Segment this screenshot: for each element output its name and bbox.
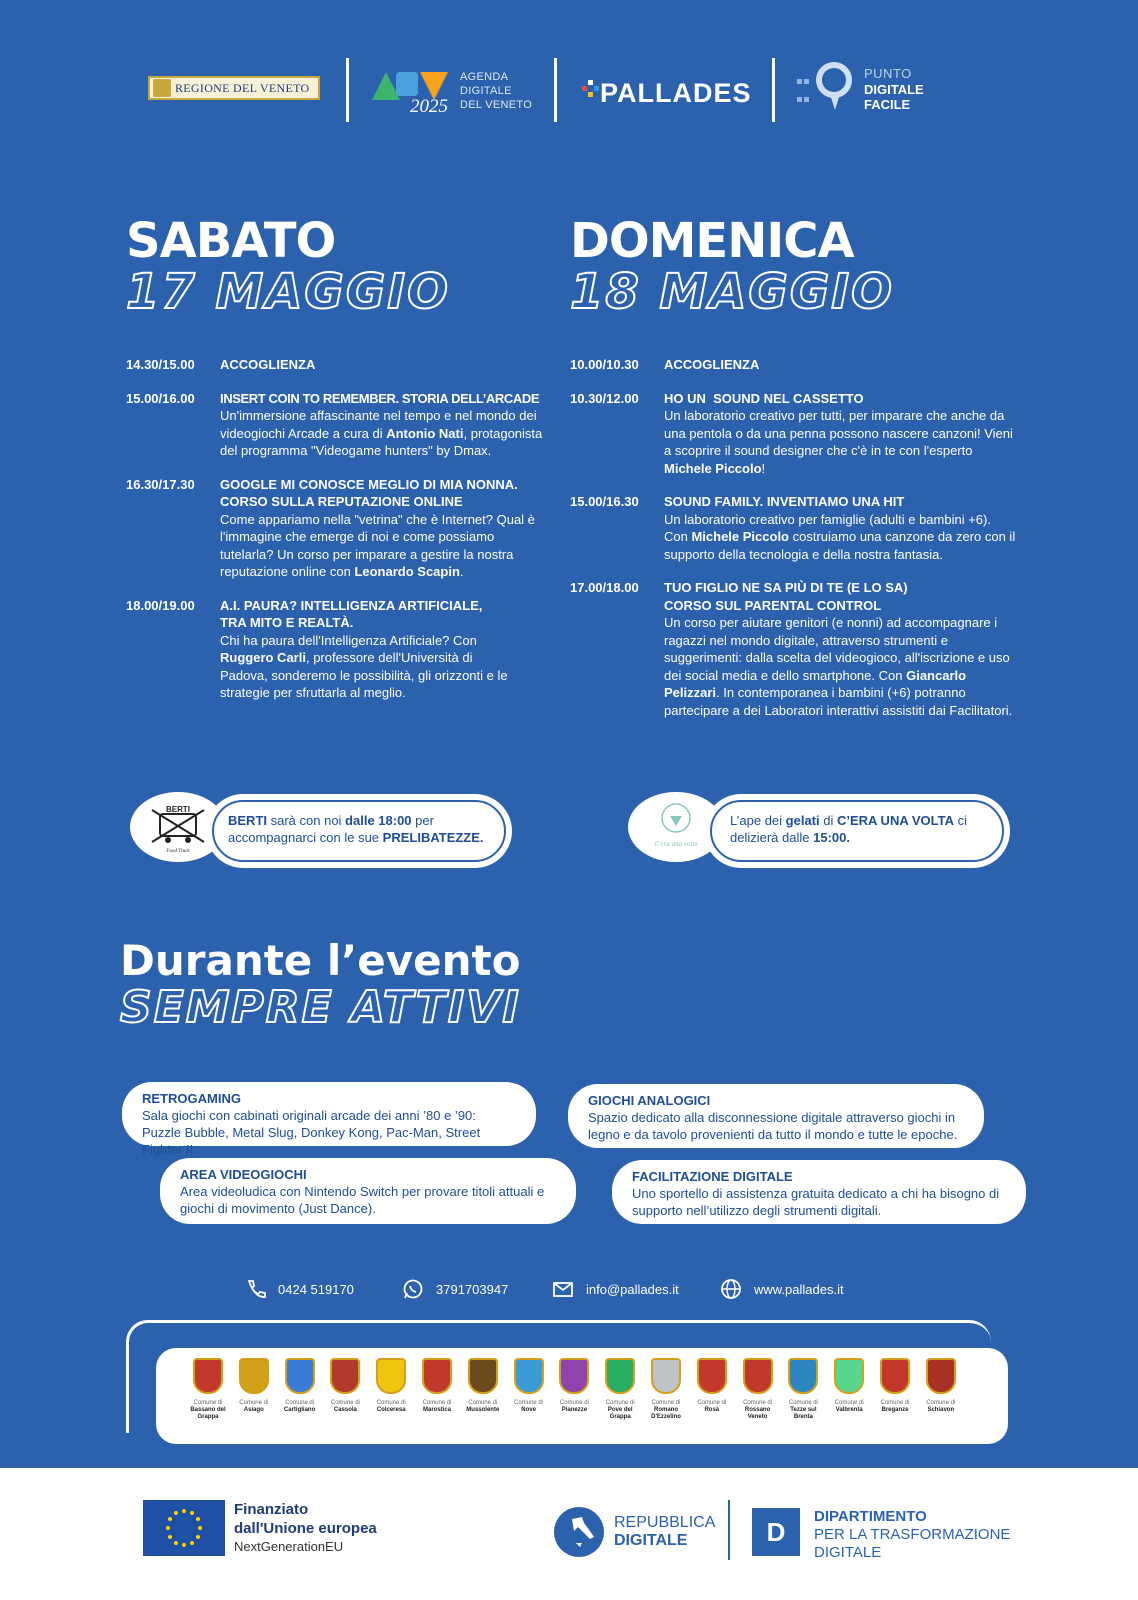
regione-veneto-logo xyxy=(148,76,320,100)
coat-of-arms-icon xyxy=(376,1358,406,1394)
activity-title: FACILITAZIONE DIGITALE xyxy=(632,1169,793,1184)
divider xyxy=(772,58,775,122)
comune-item xyxy=(278,1358,322,1414)
desc-text: . xyxy=(459,564,464,579)
dp-line1: DIPARTIMENTO xyxy=(814,1508,927,1525)
schedule-item xyxy=(126,390,546,460)
adv-text-line: DIGITALE xyxy=(460,85,512,97)
digitale-facile-text xyxy=(864,82,924,112)
comune-item xyxy=(415,1358,459,1414)
schedule-item xyxy=(570,579,1020,719)
item-time: 10.30/12.00 xyxy=(570,390,639,406)
text: L’ape dei xyxy=(730,813,786,828)
activity-desc: Uno sportello di assistenza gratuita dedicato a chi ha bisogno di supporto nell’utilizzo degli strumenti digitali. xyxy=(632,1186,1000,1218)
comune-item xyxy=(781,1358,825,1421)
comune-item xyxy=(186,1358,230,1421)
activity-facilitazione-digitale xyxy=(612,1160,1026,1224)
eu-flag-icon xyxy=(143,1500,225,1556)
item-time: 15.00/16.30 xyxy=(570,494,639,509)
comuni-strip xyxy=(156,1348,1008,1444)
item-description xyxy=(664,614,1016,719)
coat-of-arms-icon xyxy=(788,1358,818,1394)
coat-of-arms-icon xyxy=(285,1358,315,1394)
berti-logo-text: BERTI xyxy=(166,805,190,814)
comune-caption: Comune di xyxy=(605,1400,635,1406)
activity-area-videogiochi xyxy=(160,1158,576,1224)
comune-item xyxy=(323,1358,367,1414)
punto-text: PUNTO xyxy=(864,66,912,81)
comune-name: Cartigliano xyxy=(283,1407,316,1413)
whatsapp-number: 3791703947 xyxy=(436,1281,509,1297)
comune-caption: Comune di xyxy=(651,1400,681,1406)
activity-title: GIOCHI ANALOGICI xyxy=(588,1093,711,1108)
comune-item xyxy=(232,1358,276,1414)
speaker-name: Leonardo Scapin xyxy=(354,564,460,579)
schedule-item xyxy=(570,390,1020,478)
coat-of-arms-icon xyxy=(330,1358,360,1394)
sunday-schedule xyxy=(570,356,1020,735)
comune-name: Breganze xyxy=(881,1407,909,1413)
schedule-item xyxy=(126,356,546,374)
comune-name: Valbrenta xyxy=(835,1407,863,1413)
item-description xyxy=(664,511,1016,564)
dp-line2: PER LA TRASFORMAZIONE xyxy=(814,1526,1011,1543)
phone-number: 0424 519170 xyxy=(278,1281,354,1297)
item-time: 14.30/15.00 xyxy=(126,357,195,372)
gelati-text xyxy=(710,800,1004,862)
comune-item xyxy=(598,1358,642,1421)
berti-text xyxy=(212,800,506,862)
pallades-pixel-icon xyxy=(582,78,600,100)
comune-caption: Comune di xyxy=(834,1400,864,1406)
facile-text: FACILE xyxy=(864,97,911,112)
comune-caption: Comune di xyxy=(514,1400,544,1406)
comune-name: Cassola xyxy=(333,1407,357,1413)
item-time: 15.00/16.00 xyxy=(126,390,195,406)
speaker-name: Michele Piccolo xyxy=(691,529,790,544)
repubblica-digitale-text xyxy=(614,1514,715,1550)
comune-name: Bassano del Grappa xyxy=(190,1407,226,1420)
coat-of-arms-icon xyxy=(193,1358,223,1394)
comune-item xyxy=(736,1358,780,1421)
mail-icon xyxy=(552,1278,574,1300)
item-title: SOUND FAMILY. INVENTIAMO UNA HIT xyxy=(664,494,905,509)
comune-name: Tezze sul Brenta xyxy=(790,1407,817,1420)
schedule-item xyxy=(126,597,546,702)
adv-text xyxy=(460,70,532,112)
globe-icon xyxy=(720,1278,742,1300)
coat-of-arms-icon xyxy=(743,1358,773,1394)
comune-name: Pove del Grappa xyxy=(607,1407,633,1420)
item-description xyxy=(220,511,546,581)
sunday-date: 18 MAGGIO xyxy=(570,264,894,320)
phone-icon xyxy=(244,1278,266,1300)
activity-desc: Sala giochi con cabinati originali arcade dei anni ’80 e ’90: Puzzle Bubble, Metal Slug, Donkey Kong, Pac-Man, Street Fighter II. xyxy=(142,1108,481,1157)
activity-title: AREA VIDEOGIOCHI xyxy=(180,1167,307,1182)
sunday-day: DOMENICA xyxy=(570,213,854,269)
desc-text: , professore dell'Università di Padova, sonderemo le possibilità, gli orizzonti e le strategie per sfruttarla al meglio. xyxy=(220,650,508,700)
punto-digitale-facile-logo xyxy=(796,62,966,118)
schedule-item xyxy=(570,356,1020,374)
coat-of-arms-icon xyxy=(514,1358,544,1394)
durante-line2: SEMPRE ATTIVI xyxy=(120,982,521,1033)
item-title: HO UN SOUND NEL CASSETTO xyxy=(664,390,864,406)
veneto-crest-icon xyxy=(153,79,171,97)
cera-una-volta-logo-text: C'era una volta xyxy=(654,840,698,848)
contact-phone[interactable] xyxy=(244,1278,354,1300)
sunday-title xyxy=(570,213,894,320)
item-title: TUO FIGLIO NE SA PIÙ DI TE (E LO SA) CORSO SUL PARENTAL CONTROL xyxy=(664,580,908,613)
comune-caption: Comune di xyxy=(880,1400,910,1406)
pallades-logo xyxy=(582,72,752,112)
adv-year: 2025 xyxy=(410,96,448,117)
digitale-text: DIGITALE xyxy=(864,82,924,97)
activity-giochi-analogici xyxy=(568,1084,984,1148)
activity-desc: Spazio dedicato alla disconnessione digitale attraverso giochi in legno e da tavolo provenienti da tutto il mondo e tutte le epoche. xyxy=(588,1110,958,1142)
desc-text: Un'immersione affascinante nel tempo e nel mondo dei videogiochi Arcade a cura di xyxy=(220,408,537,441)
comune-item xyxy=(552,1358,596,1414)
activity-desc: Area videoludica con Nintendo Switch per provare titoli attuali e giochi di movimento (Just Dance). xyxy=(180,1184,545,1216)
saturday-day: SABATO xyxy=(126,213,336,269)
item-time: 18.00/19.00 xyxy=(126,597,195,613)
eu-funding-text xyxy=(234,1500,377,1556)
item-title: ACCOGLIENZA xyxy=(664,357,760,372)
comune-caption: Comune di xyxy=(193,1400,223,1406)
coat-of-arms-icon xyxy=(697,1358,727,1394)
berti-banner xyxy=(130,794,512,856)
comune-caption: Comune di xyxy=(926,1400,956,1406)
comune-name: Pianezze xyxy=(561,1407,588,1413)
item-description xyxy=(220,632,510,702)
comune-caption: Comune di xyxy=(422,1400,452,1406)
contact-web[interactable] xyxy=(720,1278,844,1300)
comune-caption: Comune di xyxy=(468,1400,498,1406)
eu-line1: Finanziato xyxy=(234,1501,309,1518)
regione-veneto-text: REGIONE DEL VENETO xyxy=(175,80,310,95)
coat-of-arms-icon xyxy=(926,1358,956,1394)
comune-name: Rosà xyxy=(704,1407,720,1413)
schedule-item xyxy=(126,476,546,581)
text-bold: gelati xyxy=(785,813,820,828)
italy-shape-icon xyxy=(554,1507,604,1557)
contact-email[interactable] xyxy=(552,1278,679,1300)
speaker-name: Ruggero Carli xyxy=(220,650,306,665)
item-title: INSERT COIN TO REMEMBER. STORIA DELL’ARCADE xyxy=(220,390,540,406)
coat-of-arms-icon xyxy=(559,1358,589,1394)
speaker-name: Michele Piccolo xyxy=(664,460,762,476)
coat-of-arms-icon xyxy=(834,1358,864,1394)
schedule-item xyxy=(570,493,1020,563)
item-title: ACCOGLIENZA xyxy=(220,357,316,372)
whatsapp-icon xyxy=(402,1278,424,1300)
coat-of-arms-icon xyxy=(651,1358,681,1394)
comune-name: Rossano Veneto xyxy=(744,1407,771,1420)
comune-name: Marostica xyxy=(422,1407,451,1413)
activity-title: RETROGAMING xyxy=(142,1091,241,1106)
item-time: 10.00/10.30 xyxy=(570,357,639,372)
adv-d-shape-icon xyxy=(396,72,418,96)
comune-item xyxy=(919,1358,963,1414)
comune-item xyxy=(507,1358,551,1414)
item-description xyxy=(664,407,1016,477)
speaker-name: Giancarlo Pelizzari xyxy=(664,667,967,700)
contacts-bar xyxy=(244,1278,884,1306)
desc-text: . In contemporanea i bambini (+6) potranno partecipare a dei Laboratori interattivi assistiti dai Facilitatori. xyxy=(664,685,1013,718)
text-bold: PRELIBATEZZE. xyxy=(382,830,484,845)
contact-whatsapp[interactable] xyxy=(402,1278,508,1300)
dipartimento-logo-icon: D xyxy=(752,1508,800,1556)
saturday-title xyxy=(126,213,450,320)
item-description xyxy=(220,407,546,460)
durante-title xyxy=(120,938,521,1032)
email-address: info@pallades.it xyxy=(586,1281,679,1297)
pixel-squares-icon xyxy=(796,72,810,108)
eu-line2: dall'Unione europea xyxy=(234,1520,377,1537)
comune-item xyxy=(690,1358,734,1414)
desc-text: Come appariamo nella "vetrina" che è Internet? Qual è l'immagine che emerge di noi e come possiamo tutelarla? Un corso per imparare a gestire la nostra reputazione online con xyxy=(220,511,535,579)
coat-of-arms-icon xyxy=(239,1358,269,1394)
comune-caption: Comune di xyxy=(376,1400,406,1406)
rd-line1: REPUBBLICA xyxy=(614,1514,716,1531)
berti-logo-subtext: Food Truck xyxy=(166,849,190,854)
repubblica-digitale-icon xyxy=(554,1507,604,1557)
footer-divider xyxy=(728,1500,730,1560)
divider xyxy=(554,58,557,122)
comune-name: Mussolente xyxy=(466,1407,500,1413)
item-title: GOOGLE MI CONOSCE MEGLIO DI MIA NONNA. CORSO SULLA REPUTAZIONE ONLINE xyxy=(220,476,518,509)
comune-name: Schiavon xyxy=(927,1407,955,1413)
saturday-schedule xyxy=(126,356,546,718)
comune-caption: Comune di xyxy=(788,1400,818,1406)
comune-name: Asiago xyxy=(243,1407,264,1413)
comune-item xyxy=(644,1358,688,1421)
desc-text: , protagonista del programma "Videogame hunters" by Dmax. xyxy=(220,425,543,458)
desc-text: Un laboratorio creativo per tutti, per imparare che anche da una pentola o da una penna possono nascere canzoni! Vieni a scoprire il sound designer che c'è in te con l'esperto xyxy=(664,408,1013,458)
item-time: 16.30/17.30 xyxy=(126,476,195,492)
rd-line2: DIGITALE xyxy=(614,1532,688,1549)
coat-of-arms-icon xyxy=(605,1358,635,1394)
comune-item xyxy=(461,1358,505,1414)
eu-line3: NextGenerationEU xyxy=(234,1539,344,1554)
item-title: A.I. PAURA? INTELLIGENZA ARTIFICIALE, TRA MITO E REALTÀ. xyxy=(220,597,483,630)
eu-stars-icon xyxy=(143,1500,225,1556)
desc-text: Un laboratorio creativo per famiglie (adulti e bambini +6). Con xyxy=(664,511,991,544)
speaker-name: Antonio Nati xyxy=(386,425,464,441)
dp-line3: DIGITALE xyxy=(814,1544,882,1561)
comune-item xyxy=(827,1358,871,1414)
berti-time: dalle 18:00 xyxy=(345,813,412,828)
pallades-text: PALLADES xyxy=(600,78,752,108)
comune-item xyxy=(369,1358,413,1414)
comune-caption: Comune di xyxy=(743,1400,773,1406)
text: sarà con noi xyxy=(267,813,346,828)
comune-caption: Comune di xyxy=(239,1400,269,1406)
durante-line1: Durante l’evento xyxy=(120,936,521,985)
desc-text: ! xyxy=(761,460,766,476)
comune-item xyxy=(873,1358,917,1414)
desc-text: Chi ha paura dell'Intelligenza Artificiale? Con xyxy=(220,632,477,648)
saturday-date: 17 MAGGIO xyxy=(126,264,450,320)
coat-of-arms-icon xyxy=(880,1358,910,1394)
website-url: www.pallades.it xyxy=(754,1281,844,1297)
adv-text-line: DEL VENETO xyxy=(460,99,533,111)
text: di xyxy=(819,813,837,828)
comune-name: Colceresa xyxy=(376,1407,406,1413)
divider xyxy=(346,58,349,122)
desc-text: Un corso per aiutare genitori (e nonni) ad accompagnare i ragazzi nel mondo digitale, attraverso strumenti e suggerimenti: dalla scelta del videogioco, all'iscrizione e uso dei social media e dello smartphone. Con xyxy=(664,615,1010,683)
comune-caption: Comune di xyxy=(559,1400,589,1406)
text: ci delizierà dalle xyxy=(730,813,967,845)
comune-name: Romano D'Ezzelino xyxy=(651,1407,681,1420)
comune-caption: Comune di xyxy=(330,1400,360,1406)
comune-caption: Comune di xyxy=(697,1400,727,1406)
agenda-digitale-logo xyxy=(372,68,542,116)
location-pin-icon xyxy=(816,62,852,98)
gelati-name: C’ERA UNA VOLTA xyxy=(836,813,954,828)
gelati-time: 15:00. xyxy=(813,830,850,845)
item-time: 17.00/18.00 xyxy=(570,580,639,595)
coat-of-arms-icon xyxy=(468,1358,498,1394)
adv-text-line: AGENDA xyxy=(460,71,509,83)
header-logos xyxy=(140,58,960,124)
coat-of-arms-icon xyxy=(422,1358,452,1394)
dipartimento-text xyxy=(814,1508,1010,1562)
activity-retrogaming xyxy=(122,1082,536,1157)
desc-text: costruiamo una canzone da zero con il supporto della tecnologia e della nostra fantasia. xyxy=(664,529,1016,562)
berti-name: BERTI xyxy=(228,813,267,828)
text: per accompagnarci con le sue xyxy=(228,813,434,845)
comune-name: Nove xyxy=(521,1407,536,1413)
gelati-banner xyxy=(628,794,1010,856)
comune-caption: Comune di xyxy=(285,1400,315,1406)
